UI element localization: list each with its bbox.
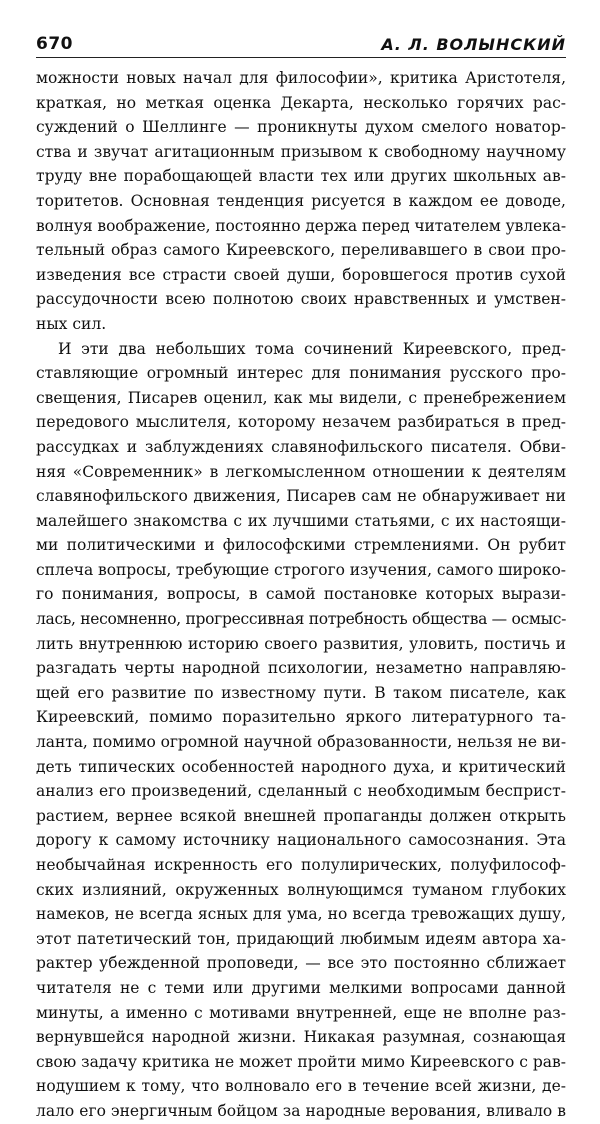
text-line: ланта, помимо огромной научной образованности, нельзя не ви-	[36, 733, 566, 752]
text-line: рассудках и заблуждениях славянофильского писателя. Обви-	[36, 437, 566, 456]
running-head-author: А. Л. ВОЛЫНСКИЙ	[381, 35, 566, 54]
text-line: изведения все страсти своей души, боровшегося против сухой	[36, 265, 566, 284]
body-text	[36, 66, 566, 1124]
text-line: намеков, не всегда ясных для ума, но всегда тревожащих душу,	[36, 905, 566, 924]
text-line: малейшего знакомства с их лучшими статьями, с их настоящи-	[36, 511, 566, 530]
text-line: славянофильского движения, Писарев сам не обнаруживает ни	[36, 487, 566, 506]
text-line: сплеча вопросы, требующие строгого изучения, самого широко-	[36, 560, 566, 579]
text-line: необычайная искренность его полулирических, полуфилософ-	[36, 856, 566, 874]
text-line: рактер убежденной проповеди, — все это постоянно сближает	[36, 954, 566, 973]
text-line: труду вне порабощающей власти тех или других школьных ав-	[36, 167, 566, 186]
text-line: деть типических особенностей народного духа, и критический	[36, 757, 566, 776]
text-line: рассудочности всею полнотою своих нравственных и умствен-	[36, 290, 566, 309]
text-line: няя «Современник» в легкомысленном отношении к деятелям	[36, 462, 566, 481]
text-line: лась, несомненно, прогрессивная потребность общества — осмыс-	[36, 610, 566, 629]
text-line: И эти два небольших тома сочинений Киреевского, пред-	[58, 339, 566, 358]
text-line: суждений о Шеллинге — проникнуты духом смелого новатор-	[36, 118, 566, 137]
text-line: разгадать черты народной психологии, незаметно направляю-	[36, 659, 566, 678]
text-line: волнуя воображение, постоянно держа перед читателем увлека-	[36, 216, 566, 235]
page-number: 670	[36, 34, 73, 54]
text-line: Киреевский, помимо поразительно яркого литературного та-	[36, 708, 566, 727]
text-line: нодушием к тому, что волновало его в течение всей жизни, де-	[36, 1077, 566, 1096]
text-line: анализ его произведений, сделанный с необходимым бесприст-	[36, 782, 566, 801]
text-line: щей его развитие по известному пути. В таком писателе, как	[36, 683, 566, 702]
text-line: лить внутреннюю историю своего развития, уловить, постичь и	[36, 634, 566, 653]
text-line: краткая, но меткая оценка Декарта, несколько горячих рас-	[36, 93, 566, 112]
text-line: лало его энергичным бойцом за народные верования, вливало в	[36, 1101, 566, 1120]
text-line: го понимания, вопросы, в самой постановке которых вырази-	[36, 585, 566, 604]
text-line: ставляющие огромный интерес для понимания русского про-	[36, 364, 566, 383]
text-line: ских излияний, окруженных волнующимся туманом глубоких	[36, 880, 566, 899]
text-line: свою задачу критика не может пройти мимо Киреевского с рав-	[36, 1052, 566, 1071]
text-line: читателя не с теми или другими мелкими вопросами данной	[36, 978, 566, 997]
text-line: вернувшейся народной жизни. Никакая разумная, сознающая	[36, 1028, 566, 1047]
running-head	[36, 28, 566, 58]
text-line: растием, вернее всякой внешней пропаганды должен открыть	[36, 806, 566, 825]
text-line: ных сил.	[36, 314, 107, 333]
text-line: ми политическими и философскими стремлениями. Он рубит	[36, 536, 566, 555]
text-line: можности новых начал для философии», критика Аристотеля,	[36, 69, 566, 87]
text-line: свещения, Писарев оценил, как мы видели, с пренебрежением	[36, 388, 566, 407]
text-line: дорогу к самому источнику национального самосознания. Эта	[36, 831, 566, 850]
book-page	[36, 28, 566, 1124]
text-line: этот патетический тон, придающий любимым идеям автора ха-	[36, 929, 566, 948]
text-line: торитетов. Основная тенденция рисуется в каждом ее доводе,	[36, 191, 566, 210]
text-line: передового мыслителя, которому незачем разбираться в пред-	[36, 413, 566, 432]
text-line: тельный образ самого Киреевского, переливавшего в свои про-	[36, 241, 566, 260]
text-line: минуты, а именно с мотивами внутренней, еще не вполне раз-	[36, 1003, 566, 1022]
text-line: ства и звучат агитационным призывом к свободному научному	[36, 142, 566, 161]
